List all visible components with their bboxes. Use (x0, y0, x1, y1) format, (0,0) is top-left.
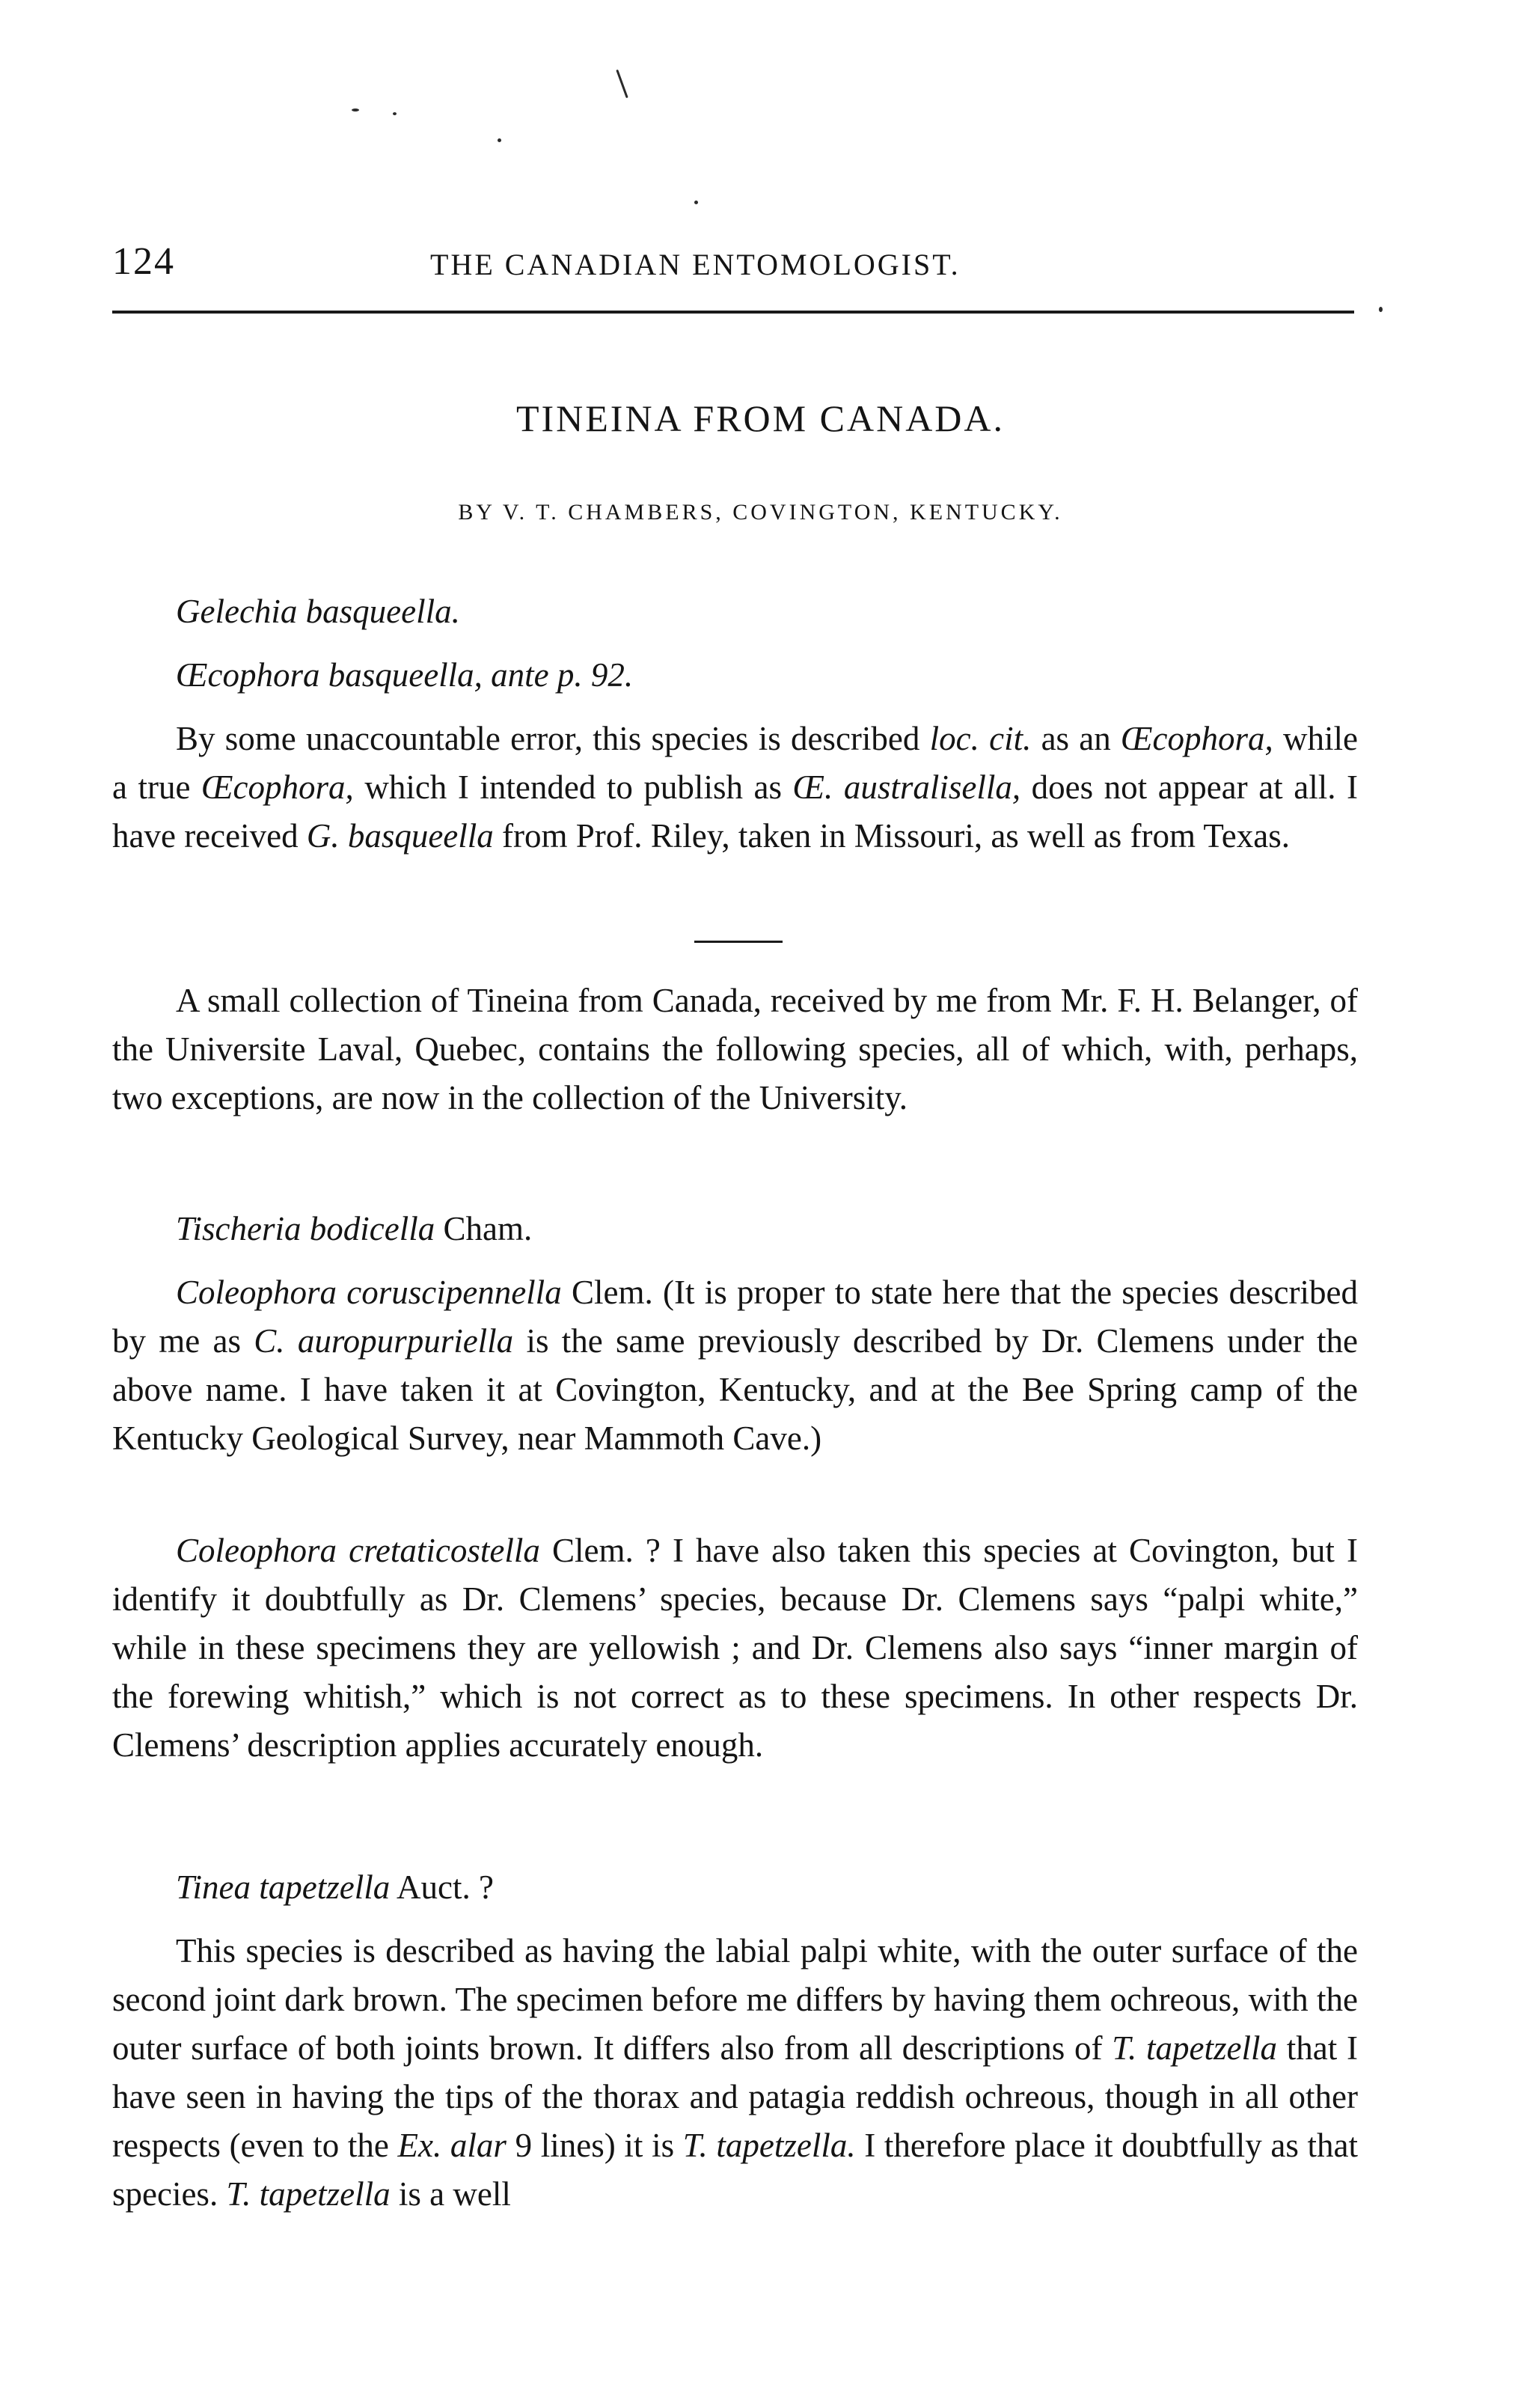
print-speck (616, 70, 628, 99)
italic-run: C. auropurpuriella (254, 1322, 514, 1360)
article-title: TINEINA FROM CANADA. (515, 397, 1006, 439)
paragraph-tinea-tapetzella (112, 1927, 1358, 2219)
italic-run: Ex. alar (397, 2127, 507, 2164)
running-head (112, 239, 1354, 299)
text-run: Clem. (It is proper to state here that the species described by me as (112, 1274, 1358, 1360)
italic-run: G. basqueella (306, 817, 494, 855)
italic-run: Œ. australisella, (792, 768, 1021, 806)
text-run: By some unaccountable error, this species is described (176, 720, 930, 757)
section-separator (694, 941, 783, 943)
page-number: 124 (112, 240, 175, 283)
species-name: Tinea tapetzella (176, 1868, 391, 1906)
paragraph-gelechia (112, 715, 1358, 861)
header-rule (112, 311, 1354, 314)
italic-run: T. tapetzella. (682, 2127, 856, 2164)
species-heading-tischeria (176, 1205, 532, 1253)
species-authority: Cham. (435, 1210, 533, 1247)
synonym-line (176, 651, 633, 700)
byline: BY V. T. CHAMBERS, COVINGTON, KENTUCKY. (458, 500, 1063, 525)
print-speck (694, 201, 698, 204)
print-speck (352, 109, 359, 111)
print-speck (1379, 307, 1383, 312)
print-speck (393, 112, 397, 115)
species-name: Coleophora coruscipennella (176, 1274, 562, 1311)
species-heading-tinea (176, 1863, 494, 1912)
text-run: 9 lines) it is (506, 2127, 683, 2164)
italic-run: loc. cit. (929, 720, 1032, 757)
italic-run: T. tapetzella (226, 2175, 391, 2213)
paragraph-intro: A small collection of Tineina from Canada, received by me from Mr. F. H. Belanger, of the Universite Laval, Quebec, contains the following species, all of which, with, perhaps, two exceptions, are now in the collection of the University. (112, 982, 1358, 1116)
synonym-text: Œcophora basqueella, ante p. 92. (176, 656, 634, 694)
text-run: that I have seen in having the tips of the thorax and patagia reddish ochreous, though in all other respects (even to the (112, 2029, 1358, 2164)
paragraph-coleophora-coruscipennella (112, 1268, 1358, 1463)
text-run: is the same previously described by Dr. Clemens under the above name. I have taken it at Covington, Kentucky, and at the Bee Spring camp of the Kentucky Geological Survey, near Mammoth Cave.) (112, 1322, 1358, 1457)
text-run: from Prof. Riley, taken in Missouri, as well as from Texas. (493, 817, 1290, 855)
text-run: while a true (112, 720, 1358, 806)
italic-run: Œcophora, (1121, 720, 1273, 757)
italic-run: Œcophora, (201, 768, 354, 806)
text-run: Clem. ? I have also taken this species at Covington, but I identify it doubtfully as Dr. Clemens’ species, because Dr. Clemens says “palpi white,” while in these specimens they are yellowish ; and Dr. Clemens also says “inner margin of the forewing whitish,” which is not correct as to these specimens. In other respects Dr. Clemens’ description applies accurately enough. (112, 1532, 1359, 1764)
print-speck (498, 138, 501, 142)
paragraph-coleophora-cretaticostella (112, 1527, 1358, 1770)
text-run: which I intended to publish as (353, 768, 793, 806)
text-run: does not appear at all. I have received (112, 768, 1358, 855)
species-name: Tischeria bodicella (176, 1210, 435, 1247)
species-name: Gelechia basqueella. (176, 593, 460, 630)
text-run: I therefore place it doubtfully as that species. (112, 2127, 1359, 2213)
text-run: as an (1031, 720, 1121, 757)
italic-run: T. tapetzella (1112, 2029, 1277, 2067)
text-run: is a well (390, 2175, 511, 2213)
text-run: This species is described as having the labial palpi white, with the outer surface of the second joint dark brown. The specimen before me differs by having them ochreous, with the outer surface of both joints brown. It differs also from all descriptions of (112, 1932, 1358, 2067)
species-name: Coleophora cretaticostella (176, 1532, 540, 1569)
journal-title: THE CANADIAN ENTOMOLOGIST. (430, 248, 961, 281)
species-authority: Auct. ? (390, 1868, 494, 1906)
species-heading-gelechia (176, 587, 460, 636)
